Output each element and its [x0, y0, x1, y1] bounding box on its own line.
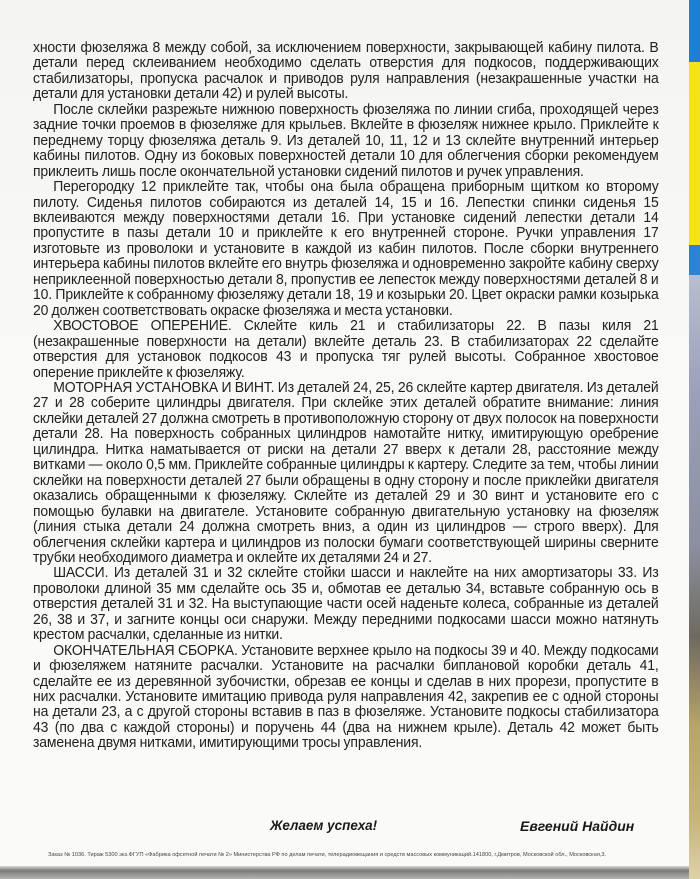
- strip-blue-segment: [689, 0, 700, 62]
- paragraph-fuselage-continued: хности фюзеляжа 8 между собой, за исключением поверхности, закрывающей кабину пилота. В детали перед склеиванием необходимо сделать отверстия для подкосов, поддерживающих стабилизаторы, пропуска расчалок и приводов руля направления (незакрашенные участки на детали для установки детали 42) и рулей высоты.: [33, 39, 659, 103]
- author-name: Евгений Найдин: [520, 818, 635, 834]
- paragraph-cockpit: Перегородку 12 приклейте так, чтобы она была обращена приборным щитком ко второму пилоту. Сиденья пилотов собираются из деталей 14, 15 и 16. Лепестки спинки сиденья 15 вклеиваются между поверхностями детали 16. При установке сидений лепестки детали 14 пропустите в пазы детали 10 и приклейте к его внутренней стороне. Ручки управления 17 изготовьте из проволоки и установите в каждой из кабин пилотов. После сборки внутреннего интерьера кабины пилотов вклейте его внутрь фюзеляжа и одновременно закройте кабину сверху неприклеенной поверхностью детали 8, пропустив ее лепесток между поверхностями деталей 8 и 10. Приклейте к собранному фюзеляжу детали 18, 19 и козырьки 20. Цвет окраски рамки козырька 20 должен соответствовать окраске фюзеляжа и места установки.: [33, 178, 659, 319]
- strip-photo-segment: [689, 275, 700, 879]
- page-bottom-edge: [0, 866, 689, 879]
- article-body: [33, 40, 659, 751]
- paragraph-final-assembly: ОКОНЧАТЕЛЬНАЯ СБОРКА. Установите верхнее крыло на подкосы 39 и 40. Между подкосами и фюзеляжем натяните расчалки. Установите на расчалки биплановой коробки деталь 41, сделайте ее из деревянной зубочистки, обрезав ее концы и сделав в них прорези, пропустите в них расчалки. Установите имитацию привода руля направления 42, закрепив ее с одной стороны на детали 23, а с другой стороны вставив в паз в фюзеляже. Установите подкосы стабилизатора 43 (по два с каждой стороны) и поручень 44 (два на нижнем крыле). Деталь 42 может быть заменена двумя нитками, имитирующими тросы управления.: [33, 641, 659, 752]
- paragraph-landing-gear: ШАССИ. Из деталей 31 и 32 склейте стойки шасси и наклейте на них амортизаторы 33. Из проволоки длиной 35 мм сделайте ось 35 и, обмотав ее деталью 34, вставьте собранную ось в отверстия деталей 31 и 32. На выступающие части осей наденьте колеса, собранные из деталей 26, 38 и 37, и загните концы оси снаружи. Между передними подкосами шасси можно натянуть крестом расчалки, сделанные из нитки.: [33, 564, 659, 644]
- strip-blue-segment-lower: [689, 245, 700, 275]
- strip-yellow-segment: [689, 62, 700, 245]
- print-imprint: Заказ № 1036. Тираж 5300 экз.ФГУП «Фабрика офсетной печати № 2» Министерства РФ по делам печати, телерадиовещания и средств массовых коммуникаций.141800, г.Дмитров, Московской обл., Московская,3.: [48, 852, 607, 858]
- edge-color-strip: [689, 0, 700, 879]
- paragraph-engine: МОТОРНАЯ УСТАНОВКА И ВИНТ. Из деталей 24, 25, 26 склейте картер двигателя. Из деталей 27 и 28 соберите цилиндры двигателя. При склейке этих деталей обратите внимание: линия склейки деталей 27 должна смотреть в противоположную сторону от двух полосок на поверхности детали 28. На поверхность собранных цилиндров намотайте нитку, имитирующую оребрение цилиндра. Нитка наматывается от риски на детали 27 вверх к детали 28, расстояние между витками — около 0,5 мм. Приклейте собранные цилиндры к картеру. Следите за тем, чтобы линии склейки на поверхности деталей 27 были обращены в одну сторону и после приклейки двигателя оказались обращенными к фюзеляжу. Склейте из деталей 29 и 30 винт и установите его с помощью булавки на двигателе. Установите собранную двигательную установку на фюзеляж (линия стыка детали 24 должна смотреть вниз, а один из цилиндров — строго вверх). Для облегчения склейки картера и цилиндров из полоски бумаги соответствующей ширины сверните трубки необходимого диаметра и оклейте их деталями 24 и 27.: [33, 378, 659, 566]
- paragraph-tail: ХВОСТОВОЕ ОПЕРЕНИЕ. Склейте киль 21 и стабилизаторы 22. В пазы киля 21 (незакрашенные поверхности на детали) вклейте деталь 23. В стабилизаторах 22 сделайте отверстия для установок подкосов 43 и пропуска тяг рулей высоты. Собранное хвостовое оперение приклейте к фюзеляжу.: [33, 317, 659, 381]
- closing-wish: Желаем успеха!: [270, 818, 378, 833]
- paragraph-wing-fitting: После склейки разрежьте нижнюю поверхность фюзеляжа по линии сгиба, проходящей через задние точки проемов в фюзеляже для крыльев. Вклейте в фюзеляж нижнее крыло. Приклейте к переднему торцу фюзеляжа деталь 9. Из деталей 10, 11, 12 и 13 склейте внутренний интерьер кабины пилотов. Одну из боковых поверхностей детали 10 для облегчения сборки рекомендуем приклеить лишь после окончательной установки сидений пилотов и ручек управления.: [33, 100, 659, 180]
